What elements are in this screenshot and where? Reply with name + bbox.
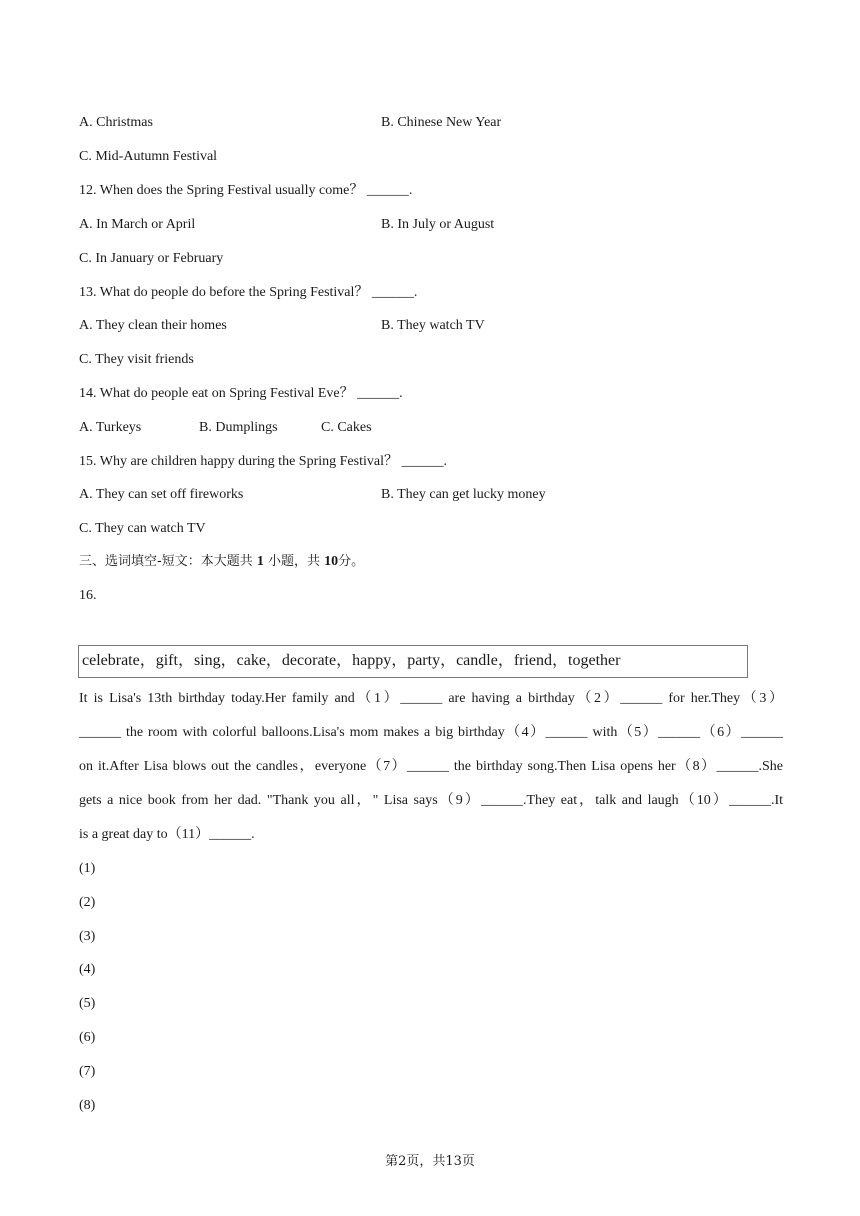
q12-option-c: C. In January or February <box>79 251 224 266</box>
q14-option-b: B. Dumplings <box>199 420 278 435</box>
q16-number: 16. <box>79 588 97 603</box>
answer-label-4: (4) <box>79 962 96 977</box>
q12-stem: 12. When does the Spring Festival usually come？ ______. <box>79 183 413 198</box>
section-3-prefix: 三、选词填空-短文：本大题共 <box>79 554 253 569</box>
passage-line-5: is a great day to（11）______. <box>79 827 255 842</box>
answer-label-2: (2) <box>79 895 96 910</box>
q15-stem: 15. Why are children happy during the Spring Festival？ ______. <box>79 454 447 469</box>
q14-option-a: A. Turkeys <box>79 420 142 435</box>
word-bank-box <box>78 645 748 678</box>
word-bank-text: celebrate，gift，sing，cake，decorate，happy，party，candle，friend，together <box>82 652 621 669</box>
q15-option-b: B. They can get lucky money <box>381 487 546 502</box>
answer-label-6: (6) <box>79 1030 96 1045</box>
q13-option-c: C. They visit friends <box>79 352 194 367</box>
section-3-score: 10 <box>324 554 339 569</box>
q13-options-row-1 <box>79 317 485 335</box>
q11-option-c: C. Mid-Autumn Festival <box>79 149 218 164</box>
section-3-count: 1 <box>256 554 264 569</box>
q13-stem: 13. What do people do before the Spring Festival？ ______. <box>79 285 418 300</box>
passage-line-2: ______ the room with colorful balloons.Lisa's mom makes a big birthday（4）______ with（5）______（6）______ <box>79 725 783 740</box>
q14-stem: 14. What do people eat on Spring Festival Eve？ ______. <box>79 386 403 401</box>
passage-line-1: It is Lisa's 13th birthday today.Her family and（1）______ are having a birthday（2）______ for her.They（3） <box>79 691 783 706</box>
answer-label-1: (1) <box>79 861 96 876</box>
q14-options-row <box>79 419 372 437</box>
q15-option-c: C. They can watch TV <box>79 521 206 536</box>
q14-option-c: C. Cakes <box>321 420 372 435</box>
q12-options-row-1 <box>79 216 495 234</box>
answer-label-7: (7) <box>79 1064 96 1079</box>
q11-option-a: A. Christmas <box>79 115 153 130</box>
answer-label-3: (3) <box>79 929 96 944</box>
q11-option-b: B. Chinese New Year <box>381 115 502 130</box>
passage-line-4: gets a nice book from her dad. "Thank you all，" Lisa says（9）______.They eat，talk and laugh（10）______.It <box>79 793 783 808</box>
q11-options-row-1 <box>79 114 502 132</box>
section-3-suffix: 分。 <box>338 554 365 569</box>
q12-option-b: B. In July or August <box>381 217 495 232</box>
page-footer: 第2页，共13页 <box>385 1154 475 1169</box>
q13-option-a: A. They clean their homes <box>79 318 227 333</box>
q15-options-row-1 <box>79 486 546 504</box>
q12-option-a: A. In March or April <box>79 217 196 232</box>
section-3-heading <box>79 553 364 571</box>
q13-option-b: B. They watch TV <box>381 318 485 333</box>
q15-option-a: A. They can set off fireworks <box>79 487 244 502</box>
section-3-mid: 小题，共 <box>267 554 320 569</box>
answer-label-8: (8) <box>79 1098 96 1113</box>
passage-line-3: on it.After Lisa blows out the candles，everyone（7）______ the birthday song.Then Lisa opens her（8）______.She <box>79 759 783 774</box>
answer-label-5: (5) <box>79 996 96 1011</box>
